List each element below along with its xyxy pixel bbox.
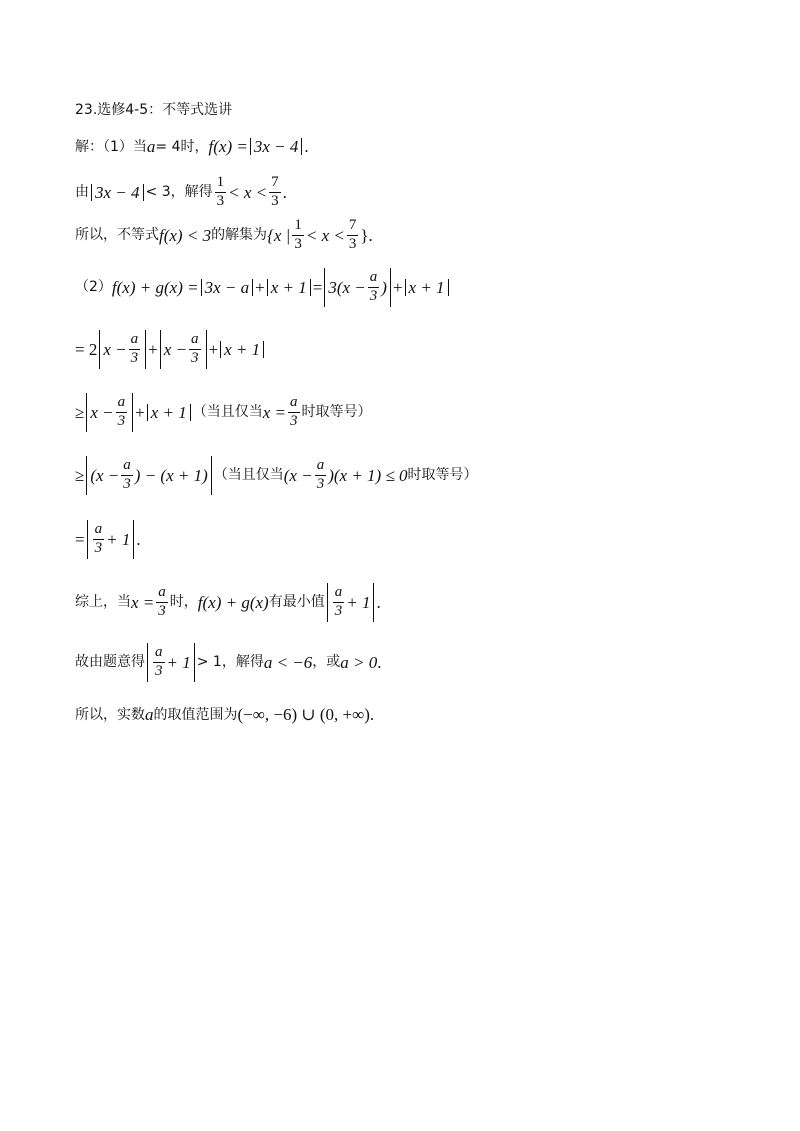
text: 有最小值 <box>268 594 325 611</box>
abs-value <box>147 643 195 682</box>
condition-expr: )(x + 1) ≤ 0 <box>328 465 408 485</box>
period: . <box>369 705 375 724</box>
period: . <box>136 529 141 549</box>
fraction <box>347 218 359 253</box>
numerator: a <box>316 457 325 473</box>
range-expr: (−∞, −6) ∪ (0, +∞) <box>237 705 370 724</box>
plus: + <box>255 277 265 297</box>
fraction <box>292 218 304 253</box>
abs-value <box>201 279 254 296</box>
numerator: a <box>123 457 131 473</box>
denominator: 3 <box>216 192 225 209</box>
fraction <box>156 585 168 620</box>
heading-text: 23.选修4-5：不等式选讲 <box>75 102 233 118</box>
part1-line3 <box>75 218 373 253</box>
fx-expr: f(x) = <box>208 137 248 156</box>
abs-value <box>86 393 133 432</box>
text: 的取值范围为 <box>153 706 238 723</box>
abs-value <box>160 330 207 369</box>
abs-content: x − <box>163 339 187 359</box>
part1-line2 <box>75 175 287 210</box>
numerator: a <box>155 644 163 660</box>
abs-content: x + 1 <box>224 339 261 359</box>
fraction <box>189 332 201 367</box>
fraction <box>288 395 300 430</box>
equals: = <box>312 277 323 297</box>
equals: = <box>75 529 85 549</box>
abs-content: (x − <box>90 465 120 485</box>
denominator: 3 <box>290 412 298 429</box>
condition-expr: x = <box>262 402 287 422</box>
text: 综上，当 <box>75 594 131 611</box>
abs-content: x − <box>103 339 127 359</box>
period: . <box>282 182 287 202</box>
ge-sign: ≥ <box>75 465 85 485</box>
text: < 3，解得 <box>145 184 213 201</box>
fraction <box>153 645 165 680</box>
period: . <box>304 137 309 156</box>
condition-expr: x = <box>131 592 155 612</box>
text: ，或 <box>312 654 341 671</box>
var-a: a <box>146 137 156 156</box>
abs-content: + 1 <box>166 652 191 672</box>
abs-value <box>91 184 144 201</box>
numerator: 1 <box>216 174 225 190</box>
abs-content: x + 1 <box>150 402 187 422</box>
abs-value <box>405 279 449 296</box>
text: 故由题意得 <box>75 654 145 671</box>
plus: + <box>148 339 158 359</box>
denominator: 3 <box>117 412 126 429</box>
abs-content: x − <box>90 402 114 422</box>
denominator: 3 <box>94 539 103 556</box>
text: （2） <box>75 279 112 296</box>
ge-sign: ≥ <box>75 402 85 422</box>
denominator: 3 <box>155 662 163 679</box>
numerator: a <box>191 331 199 347</box>
condition-expr: a < −6 <box>263 652 313 672</box>
text: 所以，实数 <box>75 706 145 723</box>
part2-line2 <box>75 330 266 369</box>
abs-content: x + 1 <box>270 277 307 297</box>
abs-value <box>87 520 135 559</box>
abs-content: 3x − 4 <box>95 182 140 202</box>
text: = 4时， <box>155 138 209 155</box>
part2-line3 <box>75 393 372 432</box>
conclusion-line <box>75 583 381 622</box>
lhs-expr: f(x) + g(x) = <box>111 277 199 297</box>
part2-line1 <box>75 268 451 307</box>
denominator: 3 <box>123 475 131 492</box>
plus: + <box>208 339 219 359</box>
text: 所以，不等式 <box>75 227 159 244</box>
fraction <box>129 332 141 367</box>
condition-expr: (x − <box>283 465 313 485</box>
denominator: 3 <box>369 287 378 304</box>
text: 解：（1）当 <box>75 138 147 155</box>
set-open: {x | <box>267 225 291 245</box>
numerator: 7 <box>348 217 357 233</box>
problem-heading <box>75 103 232 117</box>
abs-value <box>267 279 311 296</box>
numerator: a <box>94 521 103 537</box>
denominator: 3 <box>334 602 343 619</box>
inequality: < x < <box>305 225 345 245</box>
numerator: a <box>117 394 126 410</box>
denominator: 3 <box>158 602 166 619</box>
abs-value <box>250 138 303 155</box>
deduction-line <box>75 643 382 682</box>
abs-value <box>327 583 375 622</box>
period: . <box>376 592 381 612</box>
numerator: 1 <box>294 217 302 233</box>
equals: = 2 <box>75 339 98 359</box>
fraction <box>121 458 133 493</box>
numerator: a <box>130 331 139 347</box>
inequality: f(x) < 3 <box>159 225 212 245</box>
abs-content: ) − (x + 1) <box>134 465 208 485</box>
abs-value <box>220 341 264 358</box>
fraction <box>315 458 327 493</box>
fraction <box>116 395 128 430</box>
text: 时， <box>169 594 198 611</box>
var-a: a <box>145 705 154 724</box>
abs-content: ) <box>381 277 387 297</box>
note-text: 时取等号） <box>301 404 372 421</box>
numerator: a <box>369 269 378 285</box>
denominator: 3 <box>316 475 325 492</box>
sum-expr: f(x) + g(x) <box>197 592 269 612</box>
period: . <box>377 652 382 672</box>
final-answer-line <box>75 706 374 723</box>
text: 的解集为 <box>211 227 268 244</box>
text: > 1，解得 <box>196 654 264 671</box>
denominator: 3 <box>191 349 199 366</box>
fraction <box>368 270 380 305</box>
inequality: < x < <box>228 182 268 202</box>
denominator: 3 <box>348 235 357 252</box>
denominator: 3 <box>130 349 139 366</box>
denominator: 3 <box>294 235 302 252</box>
abs-content: 3x − a <box>204 277 250 297</box>
abs-content: 3(x − <box>328 277 366 297</box>
abs-value <box>147 404 191 421</box>
numerator: 7 <box>271 174 279 190</box>
text: 由 <box>75 184 89 201</box>
plus: + <box>392 277 403 297</box>
part2-line5 <box>75 520 141 559</box>
abs-content: + 1 <box>346 592 371 612</box>
denominator: 3 <box>271 192 279 209</box>
set-close: }. <box>360 225 373 245</box>
fraction <box>93 522 105 557</box>
note-text: 时取等号） <box>407 467 478 484</box>
abs-content: 3x − 4 <box>253 137 299 156</box>
condition-expr: a > 0 <box>340 652 378 672</box>
numerator: a <box>158 584 166 600</box>
part2-line4 <box>75 456 478 495</box>
abs-value <box>99 330 146 369</box>
abs-value <box>86 456 211 495</box>
fraction <box>215 175 227 210</box>
part1-line1 <box>75 138 309 155</box>
numerator: a <box>334 584 343 600</box>
note-text: （当且仅当 <box>213 467 284 484</box>
abs-content: x + 1 <box>408 277 445 297</box>
plus: + <box>135 402 145 422</box>
fraction <box>333 585 345 620</box>
abs-content: + 1 <box>106 529 131 549</box>
fraction <box>269 175 281 210</box>
abs-value <box>324 268 391 307</box>
note-text: （当且仅当 <box>192 404 263 421</box>
numerator: a <box>290 394 298 410</box>
